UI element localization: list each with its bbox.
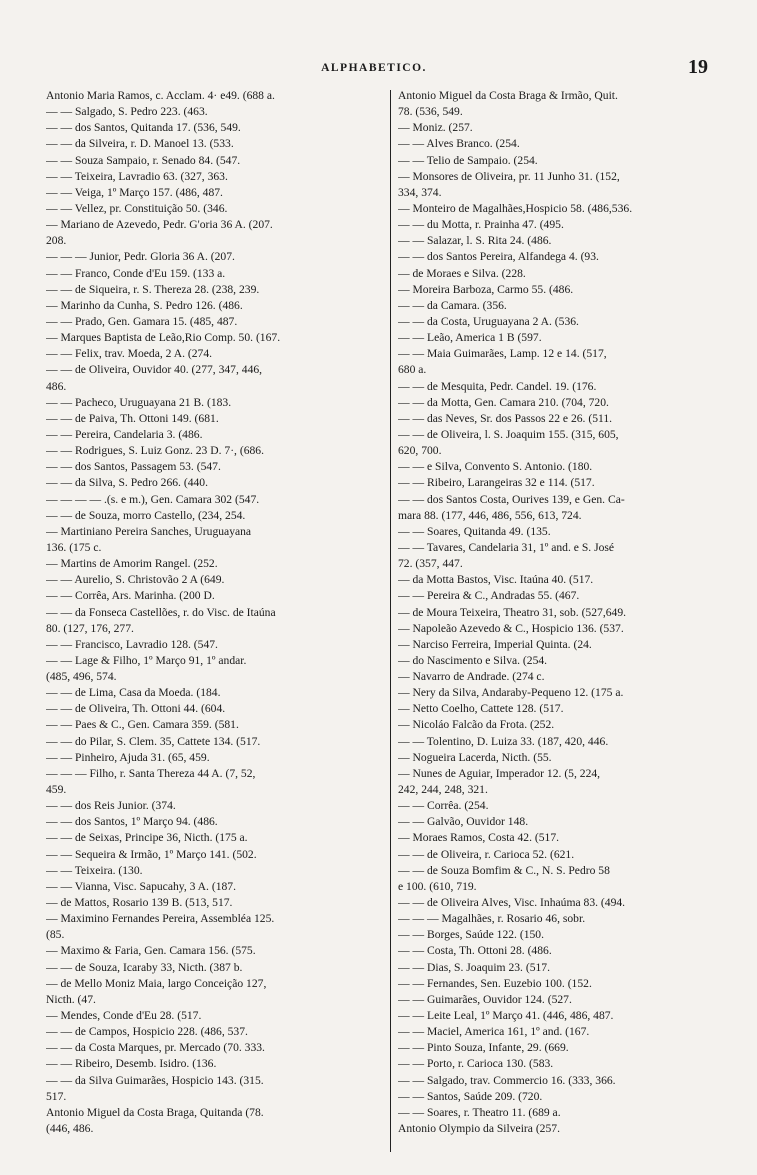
directory-entry-line: — Mendes, Conde d'Eu 28. (517. [46,1009,202,1023]
directory-entry-line: — Navarro de Andrade. (274 c. [398,670,545,684]
directory-entry-line: — — da Silveira, r. D. Manoel 13. (533. [46,137,234,151]
directory-entry-line: — — dos Santos, Quitanda 17. (536, 549. [46,121,241,135]
directory-entry-line: — — Lage & Filho, 1º Março 91, 1º andar. [46,653,247,667]
directory-entry-line: — Marinho da Cunha, S. Pedro 126. (486. [46,298,243,312]
directory-entry-line: — — du Motta, r. Prainha 47. (495. [398,218,564,232]
directory-entry-line: 208. [46,234,67,248]
directory-entry-line: — — Maciel, America 161, 1º and. (167. [398,1025,590,1039]
directory-entry-line: — Monteiro de Magalhães,Hospicio 58. (486,536. [398,201,633,215]
directory-entry-line: — — Tavares, Candelaria 31, 1º and. e S. José [398,540,615,554]
directory-entry-line: — — — Filho, r. Santa Thereza 44 A. (7, 52, [46,766,256,780]
directory-entry-line: — de Moura Teixeira, Theatro 31, sob. (527,649. [398,605,627,619]
directory-entry-line: — — — Junior, Pedr. Gloria 36 A. (207. [46,250,235,264]
directory-entry-line: — — Pacheco, Uruguayana 21 B. (183. [46,395,232,409]
directory-entry-line: 242, 244, 248, 321. [398,783,488,797]
entries-columns [46,88,712,1160]
directory-entry-line: — — Salazar, l. S. Rita 24. (486. [398,234,552,248]
directory-entry-line: — — de Souza Bomfim & C., N. S. Pedro 58 [398,863,610,877]
directory-entry-line: — — Paes & C., Gen. Camara 359. (581. [46,718,239,732]
directory-entry-line: — Narciso Ferreira, Imperial Quinta. (24. [398,637,592,651]
directory-entry-line: — Martins de Amorim Rangel. (252. [46,557,218,571]
directory-entry-line: — — de Oliveira, r. Carioca 52. (621. [398,847,575,861]
directory-entry-line: — Nogueira Lacerda, Nicth. (55. [398,750,552,764]
directory-entry-line: (485, 496, 574. [46,670,117,684]
directory-entry-line: — da Motta Bastos, Visc. Itaúna 40. (517. [398,573,594,587]
directory-entry-line: — Napoleão Azevedo & C., Hospicio 136. (537. [398,621,624,635]
directory-entry-line: — — Maia Guimarães, Lamp. 12 e 14. (517, [398,347,607,361]
directory-entry-line: (446, 486. [46,1122,94,1135]
directory-entry-line: — — Soares, Quitanda 49. (135. [398,524,551,538]
left-column [46,88,386,1137]
directory-entry-line: Antonio Olympio da Silveira (257. [398,1122,560,1135]
directory-entry-line: — — de Souza, morro Castello, (234, 254. [46,508,246,522]
directory-entry-line: — — das Neves, Sr. dos Passos 22 e 26. (511. [398,411,613,425]
directory-entry-line: — Maximo & Faria, Gen. Camara 156. (575. [46,944,256,958]
directory-entry-line: — — de Campos, Hospicio 228. (486, 537. [46,1025,248,1039]
directory-entry-line: Antonio Miguel da Costa Braga & Irmão, Quit. [398,89,618,102]
directory-entry-line: — — da Silva Guimarães, Hospicio 143. (315. [46,1073,264,1087]
directory-entry-line: Antonio Miguel da Costa Braga, Quitanda (78. [46,1105,264,1119]
directory-entry-line: — — Ribeiro, Desemb. Isidro. (136. [46,1057,217,1071]
directory-entry-line: — — Telio de Sampaio. (254. [398,153,538,167]
directory-entry-line: — — Pinto Souza, Infante, 29. (669. [398,1041,569,1055]
directory-entry-line: — — Santos, Saúde 209. (720. [398,1089,543,1103]
directory-entry-line: — — da Costa, Uruguayana 2 A. (536. [398,314,579,328]
directory-entry-line: Antonio Maria Ramos, c. Acclam. 4· e49. (688 a. [46,89,275,102]
directory-entry-line: — — Rodrigues, S. Luiz Gonz. 23 D. 7·, (686. [46,444,265,458]
page-number: 19 [688,56,708,78]
directory-entry-line: — de Mello Moniz Maia, largo Conceição 127, [46,976,267,990]
directory-entry-line: — — Costa, Th. Ottoni 28. (486. [398,944,552,958]
directory-entry-line: — — Tolentino, D. Luiza 33. (187, 420, 446. [398,734,609,748]
directory-entry-line: — — da Silva, S. Pedro 266. (440. [46,476,208,490]
directory-entry-line: 80. (127, 176, 277. [46,621,134,635]
directory-entry-line: — de Moraes e Silva. (228. [398,266,526,280]
directory-entry-line: — — Guimarães, Ouvidor 124. (527. [398,992,572,1006]
directory-entry-line: — — de Paiva, Th. Ottoni 149. (681. [46,411,219,425]
page-title: ALPHABETICO. [321,62,427,74]
column-divider [390,90,391,1152]
directory-entry-line: — — Pereira, Candelaria 3. (486. [46,427,203,441]
directory-entry-line: — — de Souza, Icaraby 33, Nicth. (387 b. [46,960,243,974]
directory-entry-line: — Netto Coelho, Cattete 128. (517. [398,702,564,716]
directory-entry-line: — — Prado, Gen. Gamara 15. (485, 487. [46,314,238,328]
directory-entry-line: — — Pereira & C., Andradas 55. (467. [398,589,580,603]
directory-entry-line: — — de Oliveira Alves, Visc. Inhaúma 83. (494. [398,896,626,910]
directory-entry-line: 334, 374. [398,185,442,199]
directory-entry-line: 78. (536, 549. [398,105,463,119]
directory-entry-line: — — Teixeira, Lavradio 63. (327, 363. [46,169,228,183]
directory-entry-line: — — dos Santos, Passagem 53. (547. [46,460,221,474]
directory-entry-line: — — Porto, r. Carioca 130. (583. [398,1057,554,1071]
directory-entry-line: — — dos Santos, 1º Março 94. (486. [46,815,218,829]
directory-entry-line: mara 88. (177, 446, 486, 556, 613, 724. [398,508,582,522]
directory-entry-line: Nicth. (47. [46,992,96,1006]
directory-entry-line: — Marques Baptista de Leão,Rio Comp. 50. (167. [46,331,281,345]
directory-entry-line: — — da Fonseca Castellões, r. do Visc. de Itaúna [46,605,276,619]
directory-entry-line: (85. [46,928,65,942]
directory-entry-line: — Nery da Silva, Andaraby-Pequeno 12. (175 a. [398,686,624,700]
directory-entry-line: — — Corrêa, Ars. Marinha. (200 D. [46,589,215,603]
directory-entry-line: — — Leite Leal, 1º Março 41. (446, 486, 487. [398,1009,614,1023]
directory-entry-line: — — de Mesquita, Pedr. Candel. 19. (176. [398,379,597,393]
directory-entry-line: — de Mattos, Rosario 139 B. (513, 517. [46,896,233,910]
directory-entry-line: — — — — .(s. e m.), Gen. Camara 302 (547. [46,492,260,506]
directory-entry-line: — Mariano de Azevedo, Pedr. G'oria 36 A. (207. [46,218,273,232]
directory-entry-line: — Monsores de Oliveira, pr. 11 Junho 31. (152, [398,169,620,183]
directory-entry-line: — — de Lima, Casa da Moeda. (184. [46,686,221,700]
directory-entry-line: — Nicoláo Falcão da Frota. (252. [398,718,555,732]
directory-entry-line: — Nunes de Aguiar, Imperador 12. (5, 224, [398,766,601,780]
directory-entry-line: — — Leão, America 1 B (597. [398,331,542,345]
directory-entry-line: — — Corrêa. (254. [398,799,489,813]
directory-entry-line: 680 a. [398,363,427,377]
directory-entry-line: 486. [46,379,67,393]
directory-entry-line: — — de Siqueira, r. S. Thereza 28. (238, 239. [46,282,260,296]
directory-entry-line: — — Alves Branco. (254. [398,137,520,151]
directory-entry-line: — — Galvão, Ouvidor 148. [398,815,529,829]
directory-entry-line: 72. (357, 447. [398,557,463,571]
directory-entry-line: — — Souza Sampaio, r. Senado 84. (547. [46,153,241,167]
directory-entry-line: — Moraes Ramos, Costa 42. (517. [398,831,560,845]
directory-entry-line: 620, 700. [398,444,442,458]
directory-entry-line: — — — Magalhães, r. Rosario 46, sobr. [398,912,586,926]
directory-entry-line: — — de Oliveira, Th. Ottoni 44. (604. [46,702,226,716]
directory-entry-line: — — de Oliveira, Ouvidor 40. (277, 347, 446, [46,363,263,377]
directory-entry-line: — — Soares, r. Theatro 11. (689 a. [398,1105,561,1119]
directory-entry-line: — Moniz. (257. [398,121,473,135]
directory-entry-line: — — Francisco, Lavradio 128. (547. [46,637,218,651]
directory-entry-line: — — Dias, S. Joaquim 23. (517. [398,960,551,974]
directory-entry-line: — — Salgado, S. Pedro 223. (463. [46,105,208,119]
directory-entry-line: — — Veiga, 1º Março 157. (486, 487. [46,185,223,199]
right-column [398,88,712,1137]
directory-entry-line: — — da Motta, Gen. Camara 210. (704, 720. [398,395,609,409]
directory-entry-line: — — de Seixas, Principe 36, Nicth. (175 a. [46,831,248,845]
directory-entry-line: — — Salgado, trav. Commercio 16. (333, 366. [398,1073,616,1087]
directory-entry-line: — — Borges, Saúde 122. (150. [398,928,544,942]
directory-entry-line: — Martiniano Pereira Sanches, Uruguayana [46,524,252,538]
directory-entry-line: — — da Costa Marques, pr. Mercado (70. 333. [46,1041,265,1055]
directory-entry-line: — — Teixeira. (130. [46,863,143,877]
directory-entry-line: — — dos Santos Costa, Ourives 139, e Gen. Ca- [398,492,625,506]
directory-entry-line: — — Vellez, pr. Constituição 50. (346. [46,201,228,215]
directory-entry-line: — — dos Reis Junior. (374. [46,799,176,813]
directory-entry-line: — Moreira Barboza, Carmo 55. (486. [398,282,574,296]
directory-entry-line: 459. [46,783,67,797]
directory-entry-line: — — Fernandes, Sen. Euzebio 100. (152. [398,976,592,990]
directory-entry-line: — — dos Santos Pereira, Alfandega 4. (93. [398,250,599,264]
directory-entry-line: 136. (175 c. [46,540,102,554]
directory-entry-line: — — Aurelio, S. Christovão 2 A (649. [46,573,225,587]
directory-entry-line: — — Felix, trav. Moeda, 2 A. (274. [46,347,213,361]
directory-entry-line: — do Nascimento e Silva. (254. [398,653,548,667]
directory-entry-line: — — da Camara. (356. [398,298,507,312]
page-header [40,58,708,82]
directory-entry-line: — — do Pilar, S. Clem. 35, Cattete 134. (517. [46,734,261,748]
directory-entry-line: — — Sequeira & Irmão, 1º Março 141. (502. [46,847,257,861]
directory-entry-line: — — de Oliveira, l. S. Joaquim 155. (315, 605, [398,427,619,441]
directory-entry-line: — — Ribeiro, Larangeiras 32 e 114. (517. [398,476,595,490]
directory-entry-line: 517. [46,1089,67,1103]
directory-entry-line: e 100. (610, 719. [398,879,477,893]
directory-entry-line: — — Vianna, Visc. Sapucahy, 3 A. (187. [46,879,236,893]
directory-entry-line: — — Franco, Conde d'Eu 159. (133 a. [46,266,226,280]
directory-entry-line: — — Pinheiro, Ajuda 31. (65, 459. [46,750,210,764]
directory-entry-line: — — e Silva, Convento S. Antonio. (180. [398,460,593,474]
directory-entry-line: — Maximino Fernandes Pereira, Assembléa 125. [46,912,275,926]
